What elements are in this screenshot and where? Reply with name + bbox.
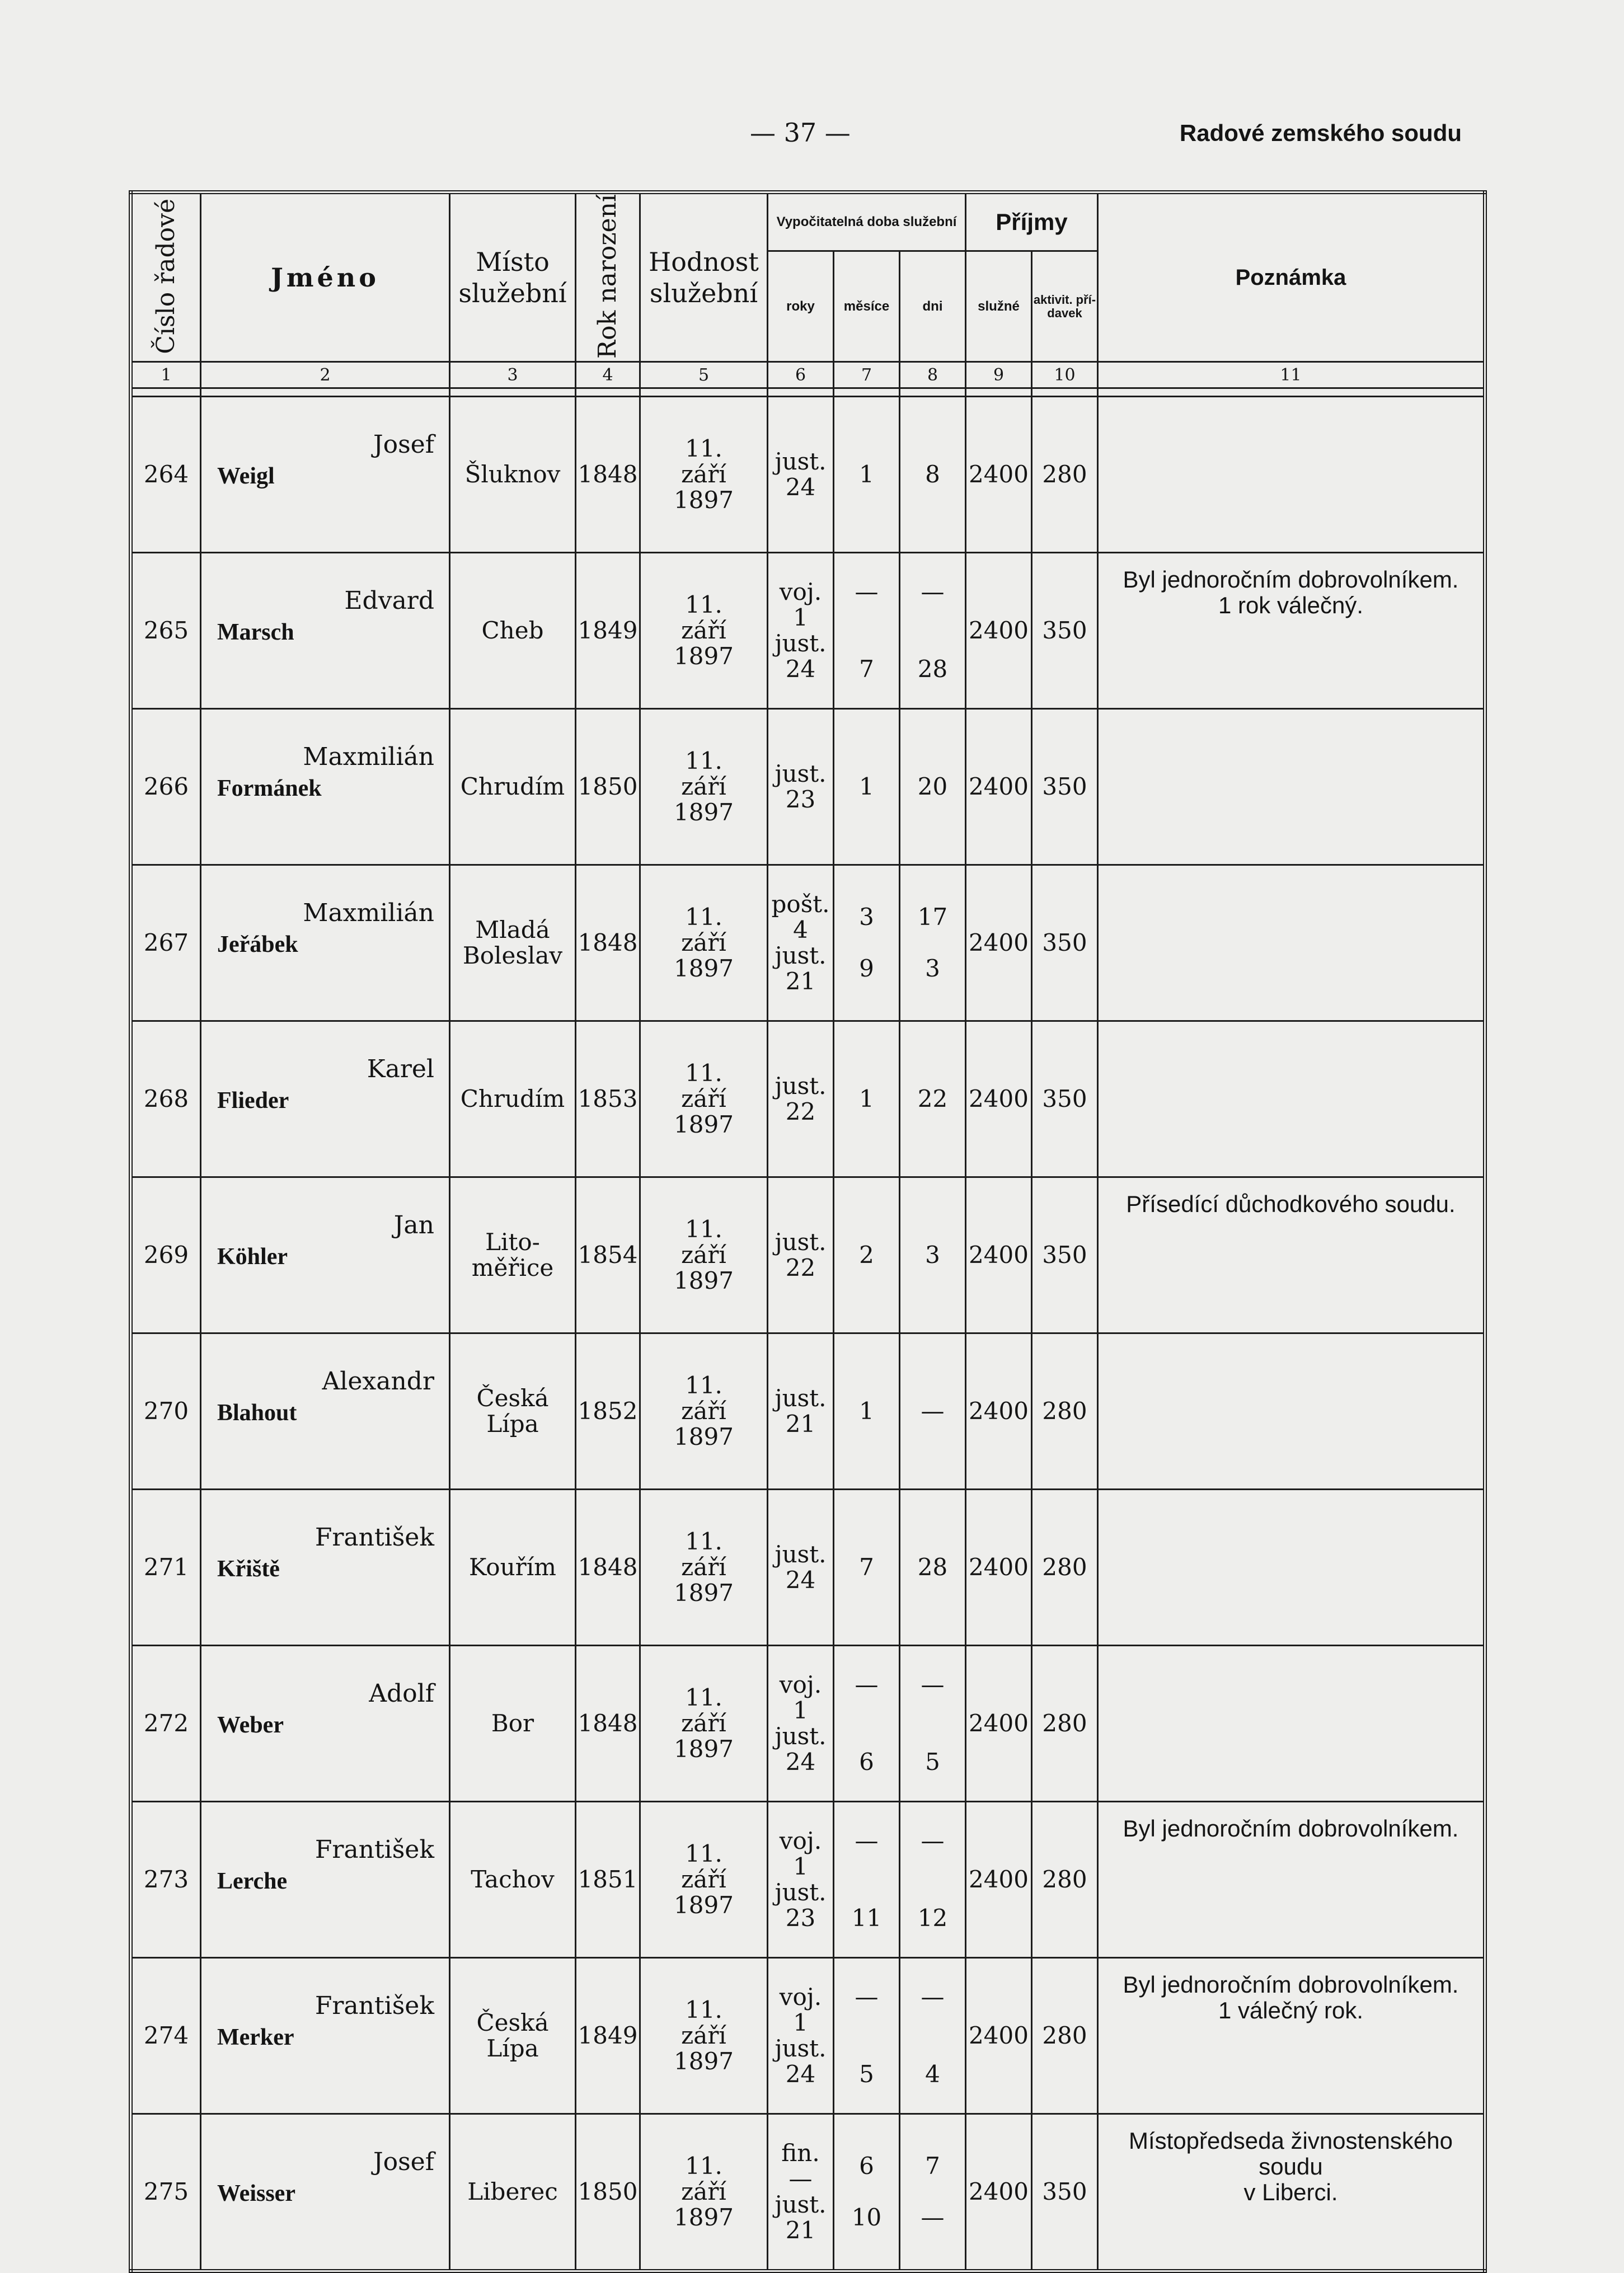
- surname: Köhler: [217, 1244, 288, 1270]
- allowance-cell: 350: [1032, 865, 1098, 1021]
- row-number: 265: [131, 553, 201, 709]
- service-years-cell: just. 24: [768, 1490, 834, 1646]
- service-years-cell: fin. — just. 21: [768, 2114, 834, 2271]
- table-row: [131, 2114, 1485, 2271]
- service-months-cell: 1: [834, 397, 900, 553]
- table-row: [131, 709, 1485, 865]
- place-cell: Chrudím: [450, 709, 576, 865]
- allowance-cell: 280: [1032, 1490, 1098, 1646]
- service-months-cell: — 5: [834, 1958, 900, 2114]
- surname: Marsch: [217, 619, 294, 645]
- service-days-cell: 20: [900, 709, 966, 865]
- salary-cell: 2400: [966, 1021, 1032, 1177]
- service-days-cell: 8: [900, 397, 966, 553]
- first-name: Maxmilián: [303, 899, 434, 927]
- table-row: [131, 865, 1485, 1021]
- column-number-row: [131, 362, 1485, 388]
- name-cell: [201, 865, 450, 1021]
- first-name: František: [315, 1835, 434, 1864]
- surname: Flieder: [217, 1088, 289, 1114]
- first-name: František: [315, 1992, 434, 2020]
- service-years-cell: just. 23: [768, 709, 834, 865]
- place-cell: Česká Lípa: [450, 1333, 576, 1490]
- service-months-cell: 7: [834, 1490, 900, 1646]
- service-days-cell: 17 3: [900, 865, 966, 1021]
- birth-year-cell: 1850: [576, 709, 640, 865]
- allowance-cell: 350: [1032, 1021, 1098, 1177]
- service-days-cell: —: [900, 1333, 966, 1490]
- birth-year-cell: 1848: [576, 1646, 640, 1802]
- header-roky: roky: [768, 251, 834, 362]
- service-years-cell: just. 22: [768, 1021, 834, 1177]
- service-months-cell: — 6: [834, 1646, 900, 1802]
- remark-cell: [1098, 397, 1485, 553]
- first-name: Edvard: [344, 586, 434, 615]
- register-table: [129, 190, 1487, 2273]
- name-cell: [201, 1490, 450, 1646]
- remark-cell: [1098, 1021, 1485, 1177]
- row-number: 274: [131, 1958, 201, 2114]
- first-name: Josef: [373, 2148, 434, 2176]
- header-rok: Rok narození: [576, 192, 640, 362]
- column-number: 7: [834, 362, 900, 388]
- place-cell: Mladá Boleslav: [450, 865, 576, 1021]
- column-number: 11: [1098, 362, 1485, 388]
- salary-cell: 2400: [966, 2114, 1032, 2271]
- rank-date-cell: 11. září 1897: [640, 397, 768, 553]
- surname: Lerche: [217, 1868, 288, 1894]
- allowance-cell: 350: [1032, 2114, 1098, 2271]
- surname: Křiště: [217, 1556, 280, 1582]
- row-number: 273: [131, 1802, 201, 1958]
- allowance-cell: 350: [1032, 1177, 1098, 1333]
- header-doba: Vypočitatelná doba služební: [768, 192, 966, 251]
- remark-cell: [1098, 865, 1485, 1021]
- header-jmeno: Jméno: [201, 192, 450, 362]
- column-number: 1: [131, 362, 201, 388]
- surname: Jeřábek: [217, 932, 298, 957]
- row-number: 264: [131, 397, 201, 553]
- header-poznamka: Poznámka: [1098, 192, 1485, 362]
- surname: Weigl: [217, 463, 275, 489]
- table-row: [131, 553, 1485, 709]
- column-number: 9: [966, 362, 1032, 388]
- rank-date-cell: 11. září 1897: [640, 1333, 768, 1490]
- service-years-cell: just. 24: [768, 397, 834, 553]
- birth-year-cell: 1853: [576, 1021, 640, 1177]
- rank-date-cell: 11. září 1897: [640, 1177, 768, 1333]
- service-months-cell: 1: [834, 1333, 900, 1490]
- place-cell: Chrudím: [450, 1021, 576, 1177]
- surname: Formánek: [217, 776, 322, 801]
- name-cell: [201, 2114, 450, 2271]
- birth-year-cell: 1851: [576, 1802, 640, 1958]
- page-header: [0, 118, 1624, 157]
- column-number: 5: [640, 362, 768, 388]
- column-number: 4: [576, 362, 640, 388]
- header-separator: [131, 388, 1485, 397]
- service-months-cell: 3 9: [834, 865, 900, 1021]
- service-days-cell: 7 —: [900, 2114, 966, 2271]
- first-name: Josef: [373, 430, 434, 459]
- allowance-cell: 350: [1032, 553, 1098, 709]
- header-aktivit: aktivit. pří- davek: [1032, 251, 1098, 362]
- place-cell: Liberec: [450, 2114, 576, 2271]
- page-number: — 37 —: [750, 118, 851, 148]
- birth-year-cell: 1848: [576, 397, 640, 553]
- service-months-cell: — 7: [834, 553, 900, 709]
- row-number: 266: [131, 709, 201, 865]
- salary-cell: 2400: [966, 709, 1032, 865]
- service-years-cell: just. 21: [768, 1333, 834, 1490]
- name-cell: [201, 1802, 450, 1958]
- table-row: [131, 1177, 1485, 1333]
- service-days-cell: 28: [900, 1490, 966, 1646]
- name-cell: [201, 709, 450, 865]
- salary-cell: 2400: [966, 865, 1032, 1021]
- name-cell: [201, 1021, 450, 1177]
- allowance-cell: 280: [1032, 397, 1098, 553]
- salary-cell: 2400: [966, 1646, 1032, 1802]
- place-cell: Tachov: [450, 1802, 576, 1958]
- rank-date-cell: 11. září 1897: [640, 2114, 768, 2271]
- name-cell: [201, 1646, 450, 1802]
- birth-year-cell: 1852: [576, 1333, 640, 1490]
- service-years-cell: voj. 1 just. 24: [768, 1958, 834, 2114]
- remark-cell: Byl jednoročním dobrovolníkem. 1 rok válečný.: [1098, 553, 1485, 709]
- service-months-cell: 1: [834, 709, 900, 865]
- remark-cell: Byl jednoročním dobrovolníkem. 1 válečný rok.: [1098, 1958, 1485, 2114]
- first-name: Adolf: [369, 1679, 434, 1708]
- row-number: 270: [131, 1333, 201, 1490]
- first-name: Jan: [393, 1211, 434, 1239]
- allowance-cell: 280: [1032, 1802, 1098, 1958]
- header-cislo: Číslo řadové: [131, 192, 201, 362]
- service-months-cell: 6 10: [834, 2114, 900, 2271]
- row-number: 268: [131, 1021, 201, 1177]
- table-row: [131, 1021, 1485, 1177]
- first-name: Alexandr: [322, 1367, 434, 1396]
- salary-cell: 2400: [966, 1333, 1032, 1490]
- salary-cell: 2400: [966, 397, 1032, 553]
- salary-cell: 2400: [966, 553, 1032, 709]
- place-cell: Lito- měřice: [450, 1177, 576, 1333]
- rank-date-cell: 11. září 1897: [640, 709, 768, 865]
- surname: Weber: [217, 1712, 284, 1738]
- salary-cell: 2400: [966, 1177, 1032, 1333]
- remark-cell: Byl jednoročním dobrovolníkem.: [1098, 1802, 1485, 1958]
- name-cell: [201, 1333, 450, 1490]
- birth-year-cell: 1850: [576, 2114, 640, 2271]
- place-cell: Česká Lípa: [450, 1958, 576, 2114]
- allowance-cell: 280: [1032, 1958, 1098, 2114]
- table-row: [131, 1958, 1485, 2114]
- remark-cell: [1098, 1646, 1485, 1802]
- service-months-cell: 2: [834, 1177, 900, 1333]
- column-number: 6: [768, 362, 834, 388]
- column-number: 10: [1032, 362, 1098, 388]
- salary-cell: 2400: [966, 1802, 1032, 1958]
- name-cell: [201, 1177, 450, 1333]
- salary-cell: 2400: [966, 1490, 1032, 1646]
- table-row: [131, 1333, 1485, 1490]
- service-years-cell: voj. 1 just. 24: [768, 1646, 834, 1802]
- row-number: 275: [131, 2114, 201, 2271]
- table-row: [131, 1802, 1485, 1958]
- service-days-cell: 22: [900, 1021, 966, 1177]
- place-cell: Šluknov: [450, 397, 576, 553]
- running-title: Radové zemského soudu: [1179, 120, 1462, 146]
- rank-date-cell: 11. září 1897: [640, 1490, 768, 1646]
- header-hodnost: Hodnost služební: [640, 192, 768, 362]
- birth-year-cell: 1849: [576, 1958, 640, 2114]
- header-misto: Místo služební: [450, 192, 576, 362]
- name-cell: [201, 553, 450, 709]
- table-row: [131, 397, 1485, 553]
- rank-date-cell: 11. září 1897: [640, 553, 768, 709]
- service-days-cell: — 28: [900, 553, 966, 709]
- table-row: [131, 1646, 1485, 1802]
- service-months-cell: 1: [834, 1021, 900, 1177]
- header-prijmy: Příjmy: [966, 192, 1098, 251]
- header-mesice: měsíce: [834, 251, 900, 362]
- row-number: 267: [131, 865, 201, 1021]
- birth-year-cell: 1849: [576, 553, 640, 709]
- salary-cell: 2400: [966, 1958, 1032, 2114]
- surname: Weisser: [217, 2181, 295, 2206]
- header-dni: dni: [900, 251, 966, 362]
- service-years-cell: voj. 1 just. 23: [768, 1802, 834, 1958]
- row-number: 269: [131, 1177, 201, 1333]
- service-days-cell: — 4: [900, 1958, 966, 2114]
- remark-cell: [1098, 1490, 1485, 1646]
- place-cell: Kouřím: [450, 1490, 576, 1646]
- surname: Blahout: [217, 1400, 297, 1426]
- birth-year-cell: 1848: [576, 865, 640, 1021]
- table-row: [131, 1490, 1485, 1646]
- first-name: Maxmilián: [303, 743, 434, 771]
- first-name: Karel: [367, 1055, 434, 1083]
- birth-year-cell: 1848: [576, 1490, 640, 1646]
- allowance-cell: 280: [1032, 1646, 1098, 1802]
- service-years-cell: voj. 1 just. 24: [768, 553, 834, 709]
- header-sluzne: služné: [966, 251, 1032, 362]
- remark-cell: Místopředseda živnostenského soudu v Liberci.: [1098, 2114, 1485, 2271]
- place-cell: Cheb: [450, 553, 576, 709]
- column-number: 2: [201, 362, 450, 388]
- service-years-cell: just. 22: [768, 1177, 834, 1333]
- rank-date-cell: 11. září 1897: [640, 1021, 768, 1177]
- remark-cell: [1098, 709, 1485, 865]
- name-cell: [201, 1958, 450, 2114]
- service-days-cell: — 12: [900, 1802, 966, 1958]
- column-number: 3: [450, 362, 576, 388]
- place-cell: Bor: [450, 1646, 576, 1802]
- service-days-cell: — 5: [900, 1646, 966, 1802]
- name-cell: [201, 397, 450, 553]
- rank-date-cell: 11. září 1897: [640, 865, 768, 1021]
- surname: Merker: [217, 2025, 294, 2050]
- allowance-cell: 350: [1032, 709, 1098, 865]
- service-years-cell: pošt. 4 just. 21: [768, 865, 834, 1021]
- birth-year-cell: 1854: [576, 1177, 640, 1333]
- remark-cell: Přísedící důchodkového soudu.: [1098, 1177, 1485, 1333]
- service-months-cell: — 11: [834, 1802, 900, 1958]
- service-days-cell: 3: [900, 1177, 966, 1333]
- first-name: František: [315, 1523, 434, 1552]
- row-number: 272: [131, 1646, 201, 1802]
- allowance-cell: 280: [1032, 1333, 1098, 1490]
- row-number: 271: [131, 1490, 201, 1646]
- remark-cell: [1098, 1333, 1485, 1490]
- column-number: 8: [900, 362, 966, 388]
- rank-date-cell: 11. září 1897: [640, 1958, 768, 2114]
- rank-date-cell: 11. září 1897: [640, 1646, 768, 1802]
- rank-date-cell: 11. září 1897: [640, 1802, 768, 1958]
